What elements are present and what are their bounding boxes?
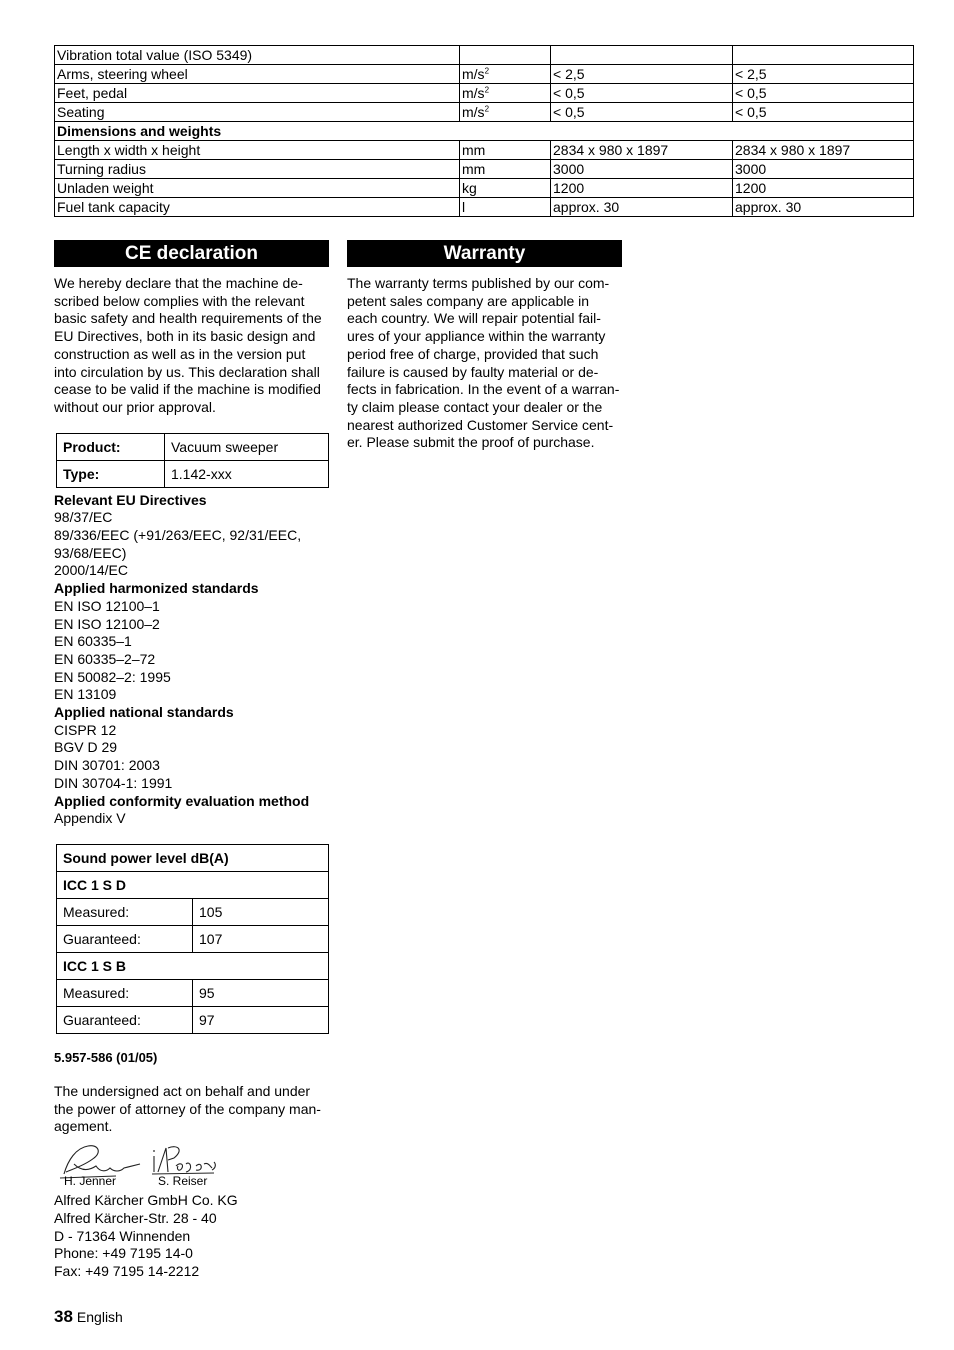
spec-row [55,198,914,217]
sound-model-row [57,952,329,979]
standards-item: 2000/14/EC [54,562,128,579]
spec-cell: Unladen weight [55,179,460,198]
sound-model-row [57,871,329,898]
warranty-line: period free of charge, provided that such [347,345,599,362]
standards-block-title: Applied national standards [54,704,234,721]
standards-item: EN ISO 12100–1 [54,597,160,614]
unit-superscript: 2 [484,85,490,95]
intro-line: cease to be valid if the machine is modified [54,381,321,398]
spec-row [55,179,914,198]
spec-row [55,84,914,103]
sound-guaranteed-value: 97 [193,1006,329,1033]
spec-cell: < 2,5 [733,65,914,84]
spec-cell: < 0,5 [733,84,914,103]
spec-cell: mm [460,160,551,179]
product-label: Product: [57,433,165,460]
standards-list [54,492,329,828]
company-address [54,1192,329,1281]
standards-item: EN ISO 12100–2 [54,615,160,632]
undersigned-text [54,1083,329,1136]
sound-model: ICC 1 S D [57,871,329,898]
sound-measured-value: 95 [193,979,329,1006]
spec-cell: < 0,5 [733,103,914,122]
sound-measured-row [57,979,329,1006]
document-number: 5.957-586 (01/05) [54,1049,158,1065]
standards-item: EN 50082–2: 1995 [54,668,171,685]
signer-reiser: S. Reiser [158,1174,208,1189]
spec-cell: 3000 [551,160,733,179]
unit-superscript: 2 [484,104,490,114]
sound-power-table [56,844,329,1034]
spec-cell: 2834 x 980 x 1897 [551,141,733,160]
standards-item: DIN 30704-1: 1991 [54,774,173,791]
standards-item: 93/68/EEC) [54,544,127,561]
spec-cell [551,46,733,65]
spec-cell [733,46,914,65]
address-line: Fax: +49 7195 14-2212 [54,1262,200,1279]
spec-row [55,160,914,179]
sound-measured-row [57,898,329,925]
unit-superscript: 2 [484,66,490,76]
undersigned-line: the power of attorney of the company man- [54,1100,321,1117]
warranty-text [347,275,622,452]
spec-cell: Seating [55,103,460,122]
undersigned-line: agement. [54,1118,113,1135]
warranty-line: er. Please submit the proof of purchase. [347,434,595,451]
warranty-line: ures of your appliance within the warranty [347,328,606,345]
warranty-line: The warranty terms published by our com- [347,275,610,291]
warranty-line: ty claim please contact your dealer or the [347,398,603,415]
standards-item: EN 60335–1 [54,633,132,650]
page-number: 38 [54,1307,73,1326]
spec-cell: 3000 [733,160,914,179]
sound-title-row [57,844,329,871]
spec-row [55,103,914,122]
warranty-line: petent sales company are applicable in [347,292,590,309]
intro-line: basic safety and health requirements of the [54,310,322,327]
spec-cell: Fuel tank capacity [55,198,460,217]
spec-cell: 1200 [551,179,733,198]
intro-line: scribed below complies with the relevant [54,292,305,309]
sound-model: ICC 1 S B [57,952,329,979]
spec-cell: l [460,198,551,217]
standards-block-title: Applied harmonized standards [54,580,259,597]
standards-item: 98/37/EC [54,509,113,526]
standards-item: 89/336/EEC (+91/263/EEC, 92/31/EEC, [54,527,302,544]
spec-cell: mm [460,141,551,160]
spec-row [55,46,914,65]
standards-item: CISPR 12 [54,721,117,738]
spec-cell: 1200 [733,179,914,198]
intro-line: without our prior approval. [54,398,216,415]
address-line: Alfred Kärcher-Str. 28 - 40 [54,1209,217,1226]
spec-cell: < 0,5 [551,103,733,122]
spec-cell: < 2,5 [551,65,733,84]
technical-data-table [54,45,914,217]
page-footer [54,1307,123,1327]
spec-cell: Length x width x height [55,141,460,160]
warranty-column [347,240,622,452]
signatures [54,1142,329,1190]
standards-block-title: Applied conformity evaluation method [54,792,310,809]
sound-guaranteed-label: Guaranteed: [57,1006,193,1033]
sound-measured-label: Measured: [57,979,193,1006]
address-line: Alfred Kärcher GmbH Co. KG [54,1192,238,1209]
spec-cell: 2834 x 980 x 1897 [733,141,914,160]
warranty-line: each country. We will repair potential fail- [347,310,601,327]
sound-guaranteed-value: 107 [193,925,329,952]
spec-section-title: Dimensions and weights [55,122,914,141]
standards-item: EN 60335–2–72 [54,650,156,667]
intro-line: into circulation by us. This declaration shall [54,363,320,380]
sound-guaranteed-row [57,1006,329,1033]
spec-cell: Vibration total value (ISO 5349) [55,46,460,65]
footer-language: English [76,1309,123,1325]
product-value: Vacuum sweeper [165,433,329,460]
sound-guaranteed-row [57,925,329,952]
sound-measured-label: Measured: [57,898,193,925]
sound-guaranteed-label: Guaranteed: [57,925,193,952]
warranty-line: nearest authorized Customer Service cent- [347,416,614,433]
sound-measured-value: 105 [193,898,329,925]
spec-row [55,122,914,141]
intro-line: EU Directives, both in its basic design and [54,328,316,345]
ce-declaration-heading: CE declaration [54,240,329,267]
spec-cell: $m/s^2$ [460,65,551,84]
signer-jenner: H. Jenner [64,1174,117,1189]
undersigned-line: The undersigned act on behalf and under [54,1082,311,1099]
intro-line: We hereby declare that the machine de- [54,275,303,291]
ce-declaration-intro [54,275,329,417]
warranty-line: failure is caused by faulty material or de- [347,363,599,380]
standards-block-title: Relevant EU Directives [54,491,207,508]
sound-title: Sound power level dB(A) [57,844,329,871]
intro-line: construction as well as in the version put [54,345,306,362]
spec-cell: Feet, pedal [55,84,460,103]
standards-item: EN 13109 [54,686,117,703]
spec-cell: approx. 30 [733,198,914,217]
spec-cell: approx. 30 [551,198,733,217]
warranty-line: fects in fabrication. In the event of a warran- [347,381,620,398]
spec-cell: < 0,5 [551,84,733,103]
spec-row [55,65,914,84]
spec-cell: $m/s^2$ [460,103,551,122]
warranty-heading: Warranty [347,240,622,267]
spec-cell: kg [460,179,551,198]
address-line: D - 71364 Winnenden [54,1227,191,1244]
standards-item: Appendix V [54,810,126,827]
spec-cell [460,46,551,65]
type-label: Type: [57,460,165,487]
spec-cell: $m/s^2$ [460,84,551,103]
ce-declaration-column [54,240,329,1281]
standards-item: DIN 30701: 2003 [54,757,160,774]
spec-cell: Arms, steering wheel [55,65,460,84]
standards-item: BGV D 29 [54,739,118,756]
spec-cell: Turning radius [55,160,460,179]
type-value: 1.142-xxx [165,460,329,487]
spec-row [55,141,914,160]
product-table [56,433,329,488]
address-line: Phone: +49 7195 14-0 [54,1245,193,1262]
